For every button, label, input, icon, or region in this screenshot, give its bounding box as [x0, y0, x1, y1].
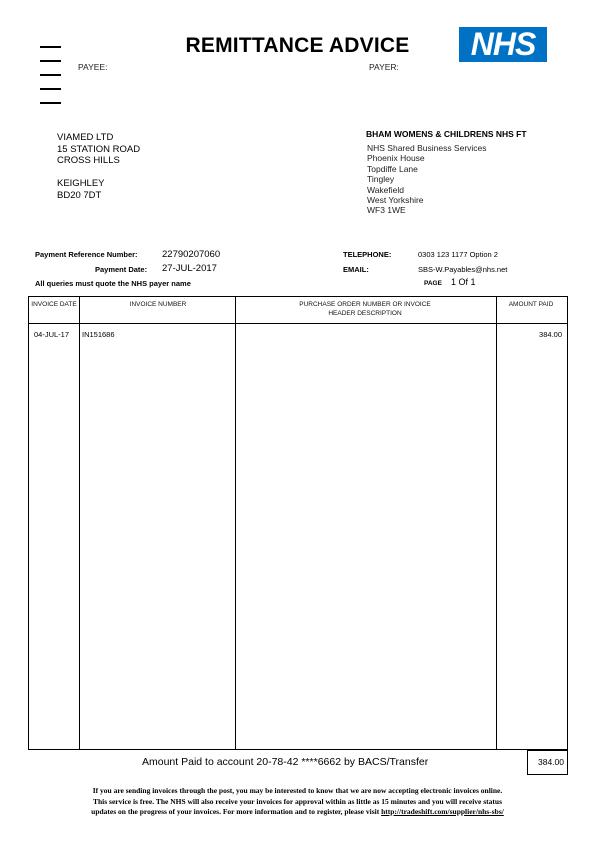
payer-line: West Yorkshire — [367, 195, 424, 206]
fold-mark — [40, 88, 61, 90]
footer-line: updates on the progress of your invoices. For more information and to register, please visit — [91, 807, 380, 816]
payee-line: CROSS HILLS — [57, 155, 120, 166]
fold-mark — [40, 60, 61, 62]
email-label: EMAIL: — [343, 265, 369, 274]
tradeshift-link[interactable]: http://tradeshift.com/supplier/nhs-sbs/ — [381, 807, 504, 816]
document-title: REMITTANCE ADVICE — [185, 34, 410, 57]
header-invoice-number: INVOICE NUMBER — [129, 301, 187, 308]
fold-mark — [40, 102, 61, 104]
fold-mark — [40, 74, 61, 76]
page-value: 1 Of 1 — [451, 277, 476, 287]
payer-line: Phoenix House — [367, 153, 425, 164]
invoice-table — [28, 296, 568, 750]
payment-date-label: Payment Date: — [95, 265, 148, 274]
payer-line: NHS Shared Business Services — [367, 143, 487, 153]
payer-line: Topdiffe Lane — [367, 163, 418, 174]
footer-line: If you are sending invoices through the post, you may be interested to know that we are now accepting electronic invoices online. — [92, 786, 503, 795]
payment-ref-value: 22790207060 — [162, 249, 221, 260]
header-amount-paid: AMOUNT PAID — [508, 301, 554, 308]
row-amount-paid: 384.00 — [539, 330, 562, 339]
total-amount: 384.00 — [538, 757, 564, 767]
queries-note: All queries must quote the NHS payer name — [35, 279, 191, 288]
row-invoice-number: IN151686 — [82, 330, 115, 339]
payee-label: PAYEE: — [78, 62, 108, 72]
payer-line: Tingley — [367, 174, 395, 185]
telephone-label: TELEPHONE: — [343, 250, 392, 259]
payee-line: BD20 7DT — [57, 189, 102, 201]
payer-name: BHAM WOMENS & CHILDRENS NHS FT — [366, 129, 527, 139]
payer-line: WF3 1WE — [367, 205, 406, 216]
payee-line: VIAMED LTD — [57, 132, 114, 143]
payer-address — [367, 143, 487, 216]
header-invoice-date: INVOICE DATE — [31, 301, 77, 308]
payee-line: 15 STATION ROAD — [57, 143, 141, 155]
payment-ref-label: Payment Reference Number: — [35, 250, 138, 259]
column-divider — [79, 296, 80, 749]
table-header-divider — [28, 323, 568, 324]
payee-address — [57, 132, 140, 201]
column-divider — [496, 296, 497, 749]
payment-date-value: 27-JUL-2017 — [162, 263, 217, 274]
amount-paid-summary: Amount Paid to account 20-78-42 ****6662 by BACS/Transfer — [142, 756, 429, 768]
footer-notice — [30, 786, 565, 818]
header-po-description: PURCHASE ORDER NUMBER OR INVOICE HEADER DESCRIPTION — [299, 301, 431, 317]
payer-line: Wakefield — [367, 184, 405, 195]
page-label: PAGE — [424, 280, 442, 287]
column-divider — [235, 296, 236, 749]
nhs-logo: NHS — [459, 27, 547, 62]
payer-label: PAYER: — [369, 62, 399, 72]
payee-line: KEIGHLEY — [57, 178, 105, 189]
telephone-value: 0303 123 1177 Option 2 — [418, 250, 498, 259]
footer-line: This service is free. The NHS will also receive your invoices for approval within as little as 15 minutes and you will receive status — [92, 796, 503, 806]
email-value: SBS-W.Payables@nhs.net — [418, 265, 508, 274]
row-invoice-date: 04-JUL-17 — [34, 330, 70, 339]
